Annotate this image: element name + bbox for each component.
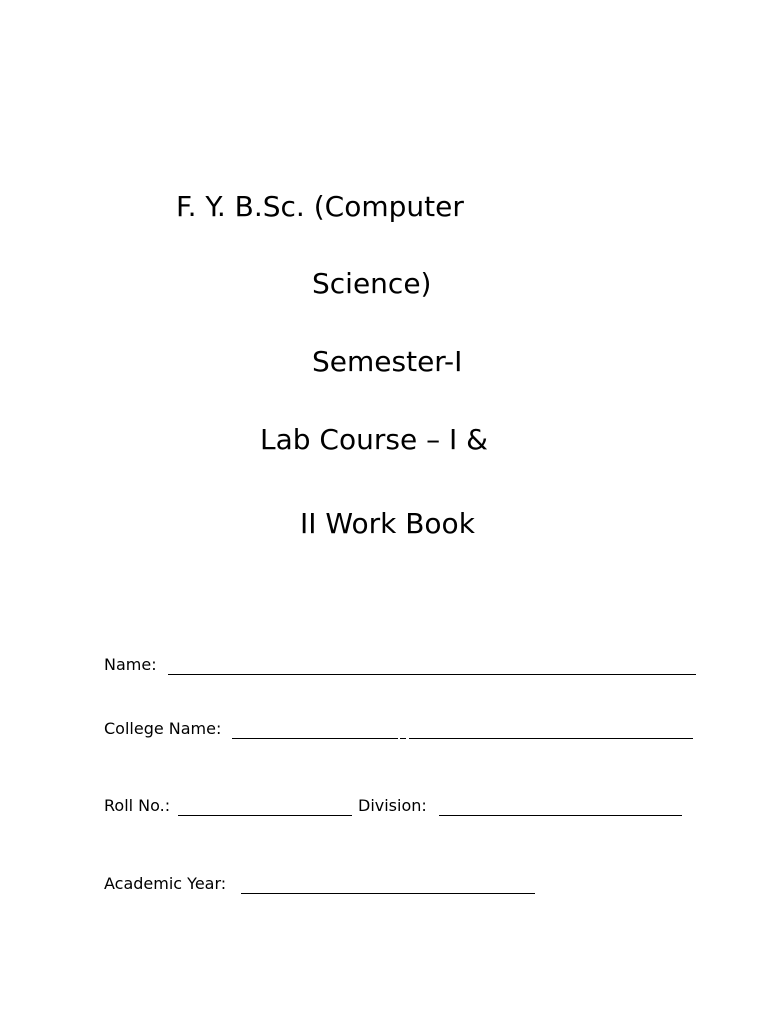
name-row bbox=[104, 655, 704, 675]
college-name-field-line-1[interactable] bbox=[232, 719, 398, 739]
title-line-2: Science) bbox=[312, 267, 432, 300]
college-name-field-separator bbox=[400, 719, 406, 739]
division-label: Division: bbox=[358, 796, 427, 815]
academic-year-field-line[interactable] bbox=[241, 874, 535, 894]
name-field-line[interactable] bbox=[168, 655, 696, 675]
title-line-4: Lab Course – I & bbox=[260, 423, 488, 456]
title-line-1: F. Y. B.Sc. (Computer bbox=[176, 190, 464, 223]
name-label: Name: bbox=[104, 655, 157, 674]
title-line-3: Semester-I bbox=[312, 345, 463, 378]
college-name-label: College Name: bbox=[104, 719, 222, 738]
academic-year-label: Academic Year: bbox=[104, 874, 227, 893]
title-line-5: II Work Book bbox=[300, 507, 475, 540]
academic-year-row bbox=[104, 874, 704, 894]
roll-no-label: Roll No.: bbox=[104, 796, 171, 815]
roll-division-row bbox=[104, 796, 704, 816]
college-name-field-line-2[interactable] bbox=[409, 719, 693, 739]
roll-no-field-end bbox=[344, 796, 352, 816]
roll-no-field-line[interactable] bbox=[178, 796, 344, 816]
college-name-row bbox=[104, 719, 704, 739]
division-field-line[interactable] bbox=[439, 796, 682, 816]
